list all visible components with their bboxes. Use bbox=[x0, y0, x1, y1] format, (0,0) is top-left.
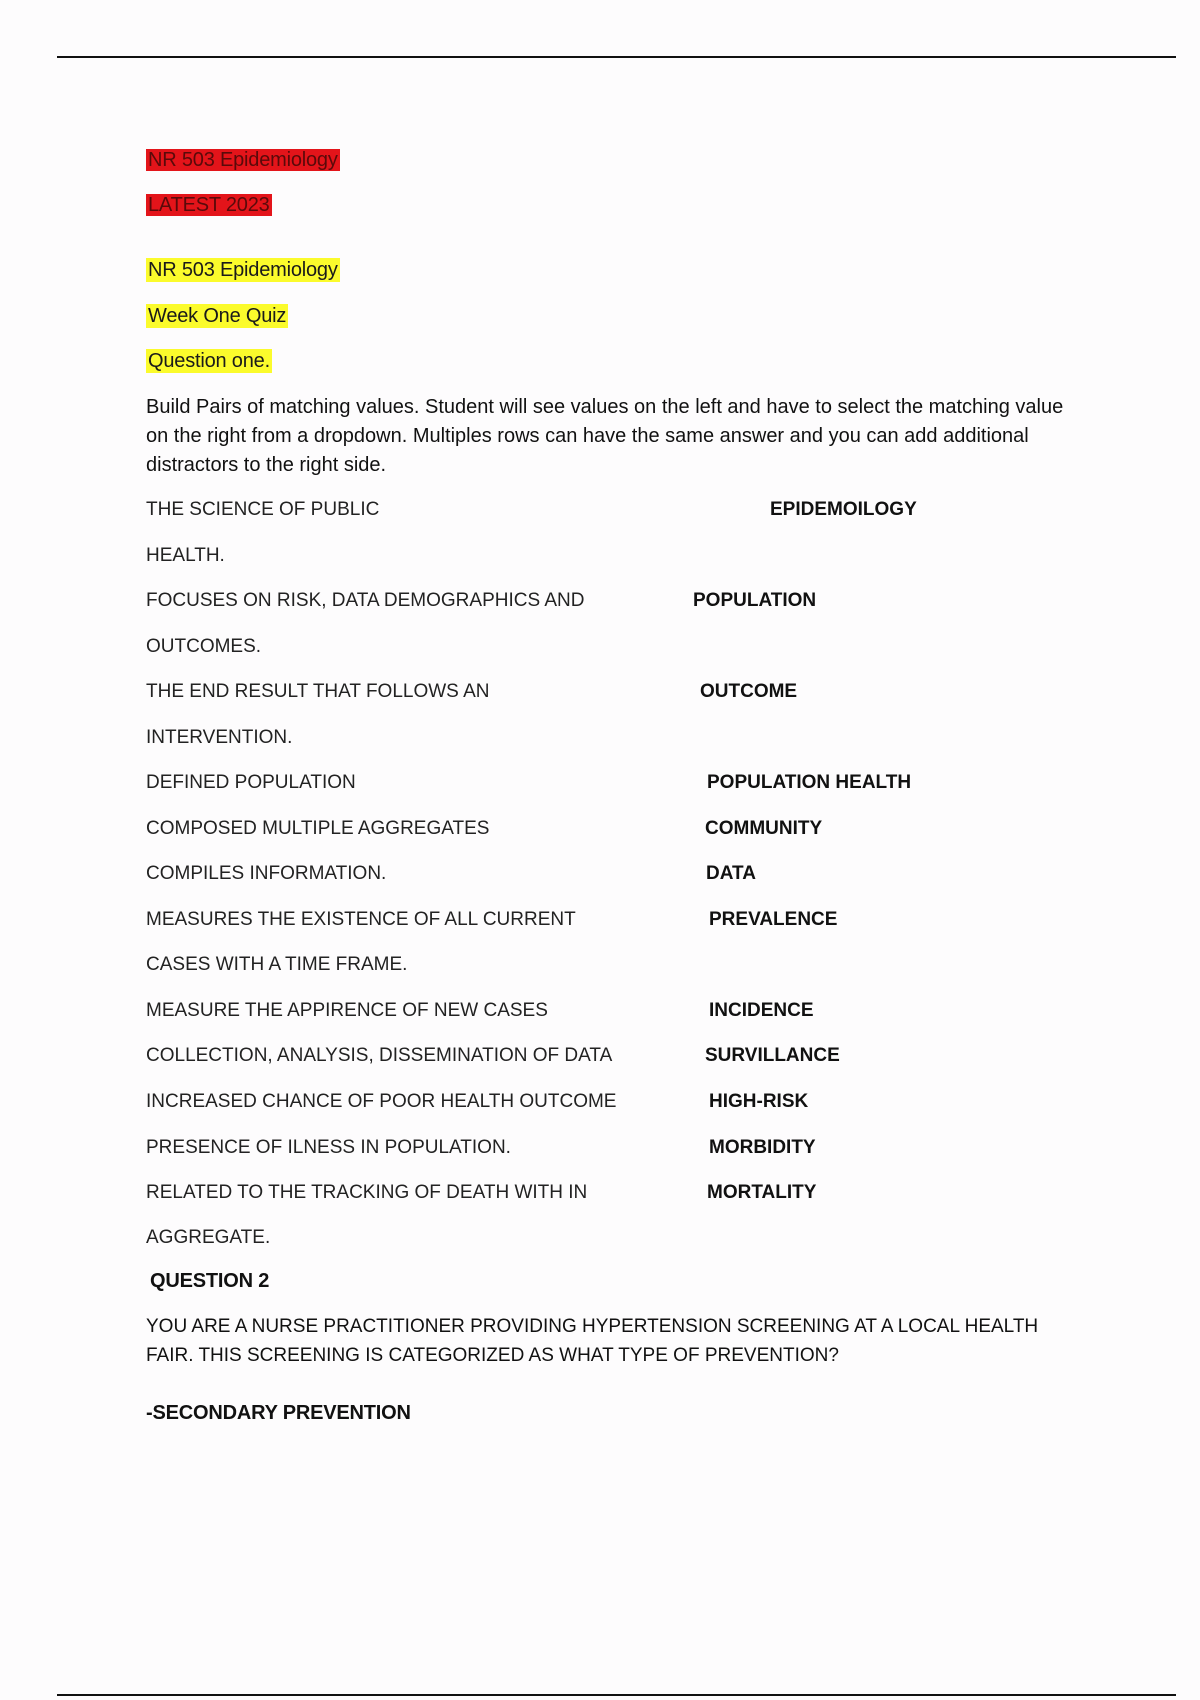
pair-left-text: THE END RESULT THAT FOLLOWS AN bbox=[146, 681, 490, 702]
top-rule bbox=[57, 56, 1176, 58]
course-title-text: NR 503 Epidemiology bbox=[148, 259, 338, 281]
question-one-label-text: Question one. bbox=[148, 350, 270, 372]
pair-left-text: HEALTH. bbox=[146, 545, 225, 566]
question-2-answer: -SECONDARY PREVENTION bbox=[146, 1402, 411, 1424]
latest-red-text: LATEST 2023 bbox=[148, 194, 270, 216]
pair-right-answer: SURVILLANCE bbox=[705, 1045, 840, 1066]
course-title bbox=[146, 257, 340, 283]
pair-right-answer: POPULATION HEALTH bbox=[707, 772, 912, 793]
pair-right-answer: DATA bbox=[706, 863, 756, 884]
pair-left-text: DEFINED POPULATION bbox=[146, 772, 356, 793]
pair-left-text: MEASURE THE APPIRENCE OF NEW CASES bbox=[146, 1000, 548, 1021]
pair-right-answer: COMMUNITY bbox=[705, 818, 823, 839]
pair-right-answer: PREVALENCE bbox=[709, 909, 838, 930]
pair-right-answer: POPULATION bbox=[693, 590, 817, 611]
pair-left-text: INCREASED CHANCE OF POOR HEALTH OUTCOME bbox=[146, 1091, 617, 1112]
week-title-text: Week One Quiz bbox=[148, 305, 287, 327]
pair-right-answer: MORBIDITY bbox=[709, 1137, 816, 1158]
title-red bbox=[146, 147, 340, 173]
pair-left-text: COMPILES INFORMATION. bbox=[146, 863, 387, 884]
pair-left-text: COMPOSED MULTIPLE AGGREGATES bbox=[146, 818, 490, 839]
title-red-text: NR 503 Epidemiology bbox=[148, 149, 338, 171]
pair-left-text: CASES WITH A TIME FRAME. bbox=[146, 954, 408, 975]
instructions: Build Pairs of matching values. Student will see values on the left and have to select the matching value on the right from a dropdown. Multiples rows can have the same answer and you can add additional distractors to the right side. bbox=[146, 396, 1064, 476]
question-one-label bbox=[146, 348, 272, 374]
pair-left-text: THE SCIENCE OF PUBLIC bbox=[146, 499, 380, 520]
pair-left-text: AGGREGATE. bbox=[146, 1227, 271, 1248]
pair-right-answer: INCIDENCE bbox=[709, 1000, 814, 1021]
pair-left-text: RELATED TO THE TRACKING OF DEATH WITH IN bbox=[146, 1182, 588, 1203]
pair-right-answer: MORTALITY bbox=[707, 1182, 817, 1203]
question-2-text: YOU ARE A NURSE PRACTITIONER PROVIDING HYPERTENSION SCREENING AT A LOCAL HEALTH FAIR. THIS SCREENING IS CATEGORIZED AS WHAT TYPE OF PREVENTION? bbox=[146, 1316, 1039, 1366]
question-2-label: QUESTION 2 bbox=[150, 1270, 270, 1292]
bottom-rule bbox=[57, 1694, 1176, 1696]
latest-red bbox=[146, 192, 272, 218]
pair-left-text: FOCUSES ON RISK, DATA DEMOGRAPHICS AND bbox=[146, 590, 585, 611]
week-title bbox=[146, 303, 288, 329]
pair-right-answer: OUTCOME bbox=[700, 681, 798, 702]
pair-right-answer: HIGH-RISK bbox=[709, 1091, 809, 1112]
pair-left-text: MEASURES THE EXISTENCE OF ALL CURRENT bbox=[146, 909, 576, 930]
pair-left-text: INTERVENTION. bbox=[146, 727, 293, 748]
pair-left-text: OUTCOMES. bbox=[146, 636, 262, 657]
pair-left-text: PRESENCE OF ILNESS IN POPULATION. bbox=[146, 1137, 511, 1158]
pair-left-text: COLLECTION, ANALYSIS, DISSEMINATION OF DATA bbox=[146, 1045, 613, 1066]
pair-right-answer: EPIDEMOILOGY bbox=[770, 499, 917, 520]
